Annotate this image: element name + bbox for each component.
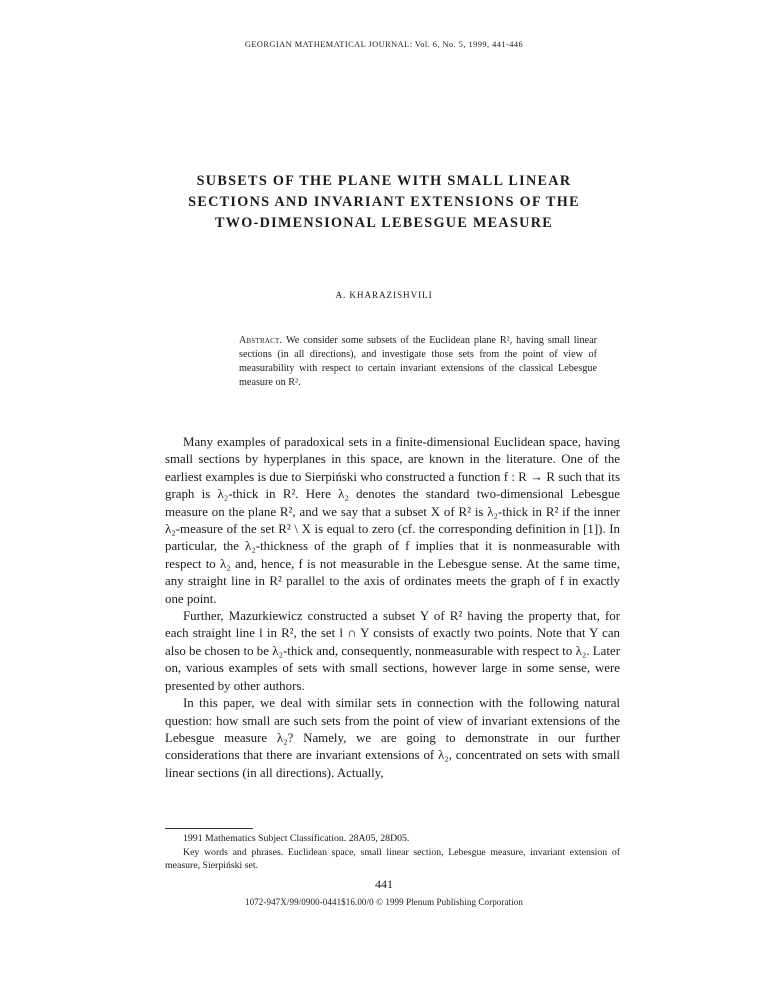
footnote-divider	[165, 828, 253, 829]
abstract	[239, 334, 597, 390]
footnote-keywords: Key words and phrases. Euclidean space, small linear section, Lebesgue measure, invariant extension of measure, Sierpiński set.	[165, 846, 620, 872]
footnotes	[165, 832, 620, 873]
paragraph: In this paper, we deal with similar sets in connection with the following natural question: how small are such sets from the point of view of invariant extensions of the Lebesgue measure λ₂? Namely, we are going to demonstrate in our further considerations that there are invariant extensions of λ₂, concentrated on sets with small linear sections (in all directions). Actually,	[165, 696, 620, 780]
copyright-line: 1072-947X/99/0900-0441$16.00/0 © 1999 Plenum Publishing Corporation	[244, 897, 524, 907]
body-text	[165, 434, 620, 782]
running-head: GEORGIAN MATHEMATICAL JOURNAL: Vol. 6, No. 5, 1999, 441-446	[244, 40, 524, 49]
title-line: SECTIONS AND INVARIANT EXTENSIONS OF THE	[188, 194, 580, 210]
abstract-text: We consider some subsets of the Euclidean plane R², having small linear sections (in all directions), and investigate those sets from the point of view of measurability with respect to certain invariant extensions of the classical Lebesgue measure on R².	[239, 335, 597, 388]
title-line: TWO-DIMENSIONAL LEBESGUE MEASURE	[214, 215, 554, 231]
paragraph: Many examples of paradoxical sets in a finite-dimensional Euclidean space, having small sections by hyperplanes in this space, are known in the literature. One of the earliest examples is due to Sierpiński who constructed a function f : R → R such that its graph is λ₂-thick in R². Here λ₂ denotes the standard two-dimensional Lebesgue measure on the plane R², and we say that a subset X of R² is λ₂-thick in R² if the inner λ₂-measure of the set R² \ X is equal to zero (cf. the corresponding definition in [1]). In particular, the λ₂-thickness of the graph of f implies that it is nonmeasurable with respect to λ₂ and, hence, f is not measurable in the Lebesgue sense. At the same time, any straight line in R² parallel to the axis of ordinates meets the graph of f in exactly one point.	[165, 435, 620, 606]
paragraph: Further, Mazurkiewicz constructed a subset Y of R² having the property that, for each straight line l in R², the set l ∩ Y consists of exactly two points. Note that Y can also be chosen to be λ₂-thick and, consequently, nonmeasurable with respect to λ₂. Later on, various examples of sets with small sections, however large in some sense, were presented by other authors.	[165, 609, 620, 693]
author-name: A. KHARAZISHVILI	[335, 290, 433, 300]
abstract-label: Abstract.	[239, 335, 283, 346]
footnote-msc: 1991 Mathematics Subject Classification. 28A05, 28D05.	[183, 833, 410, 844]
title-line: SUBSETS OF THE PLANE WITH SMALL LINEAR	[196, 173, 572, 189]
page-number: 441	[375, 877, 393, 891]
paper-title	[0, 171, 768, 234]
